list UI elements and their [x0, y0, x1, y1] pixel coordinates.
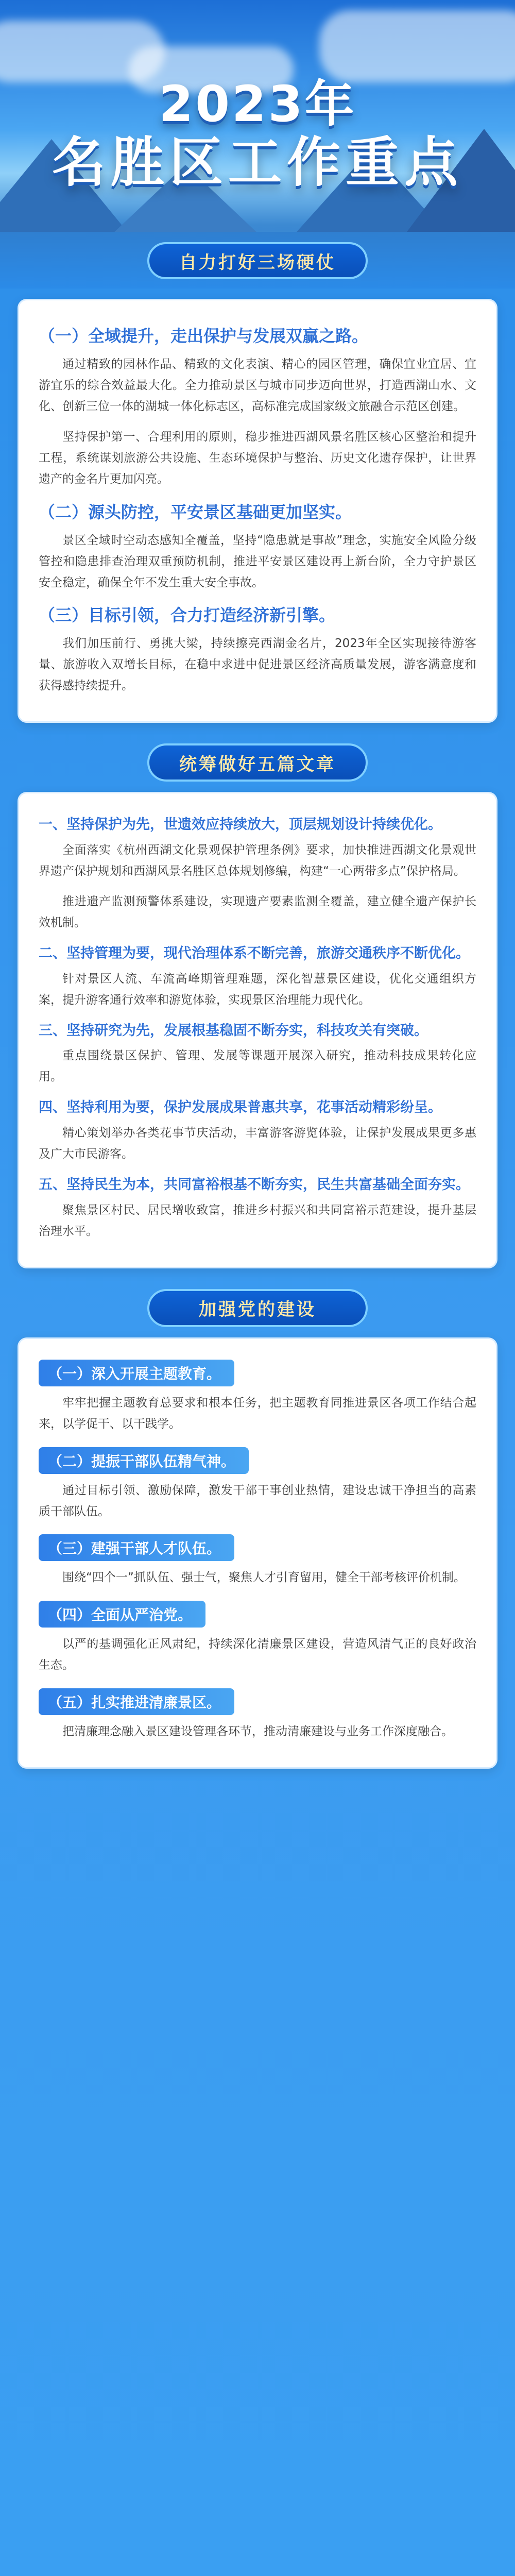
section3-pill: 加强党的建设: [147, 1289, 368, 1327]
section3-block1-p0: 通过目标引领、激励保障，激发干部干事创业热情，建设忠诚干净担当的高素质干部队伍。: [39, 1483, 476, 1518]
section1-block0-head: （一）全域提升，走出保护与发展双赢之路。: [39, 326, 369, 346]
hero-title: [0, 77, 515, 193]
section1-block1-p0: 景区全域时空动态感知全覆盖，坚持“隐患就是事故”理念，实施安全风险分级管控和隐患排查治理双重预防机制，推进平安景区建设再上新台阶，全力守护景区安全稳定，确保全年不发生重大安全事故。: [39, 533, 476, 589]
hero-banner: [0, 0, 515, 289]
section2-block3-p0: 精心策划举办各类花事节庆活动，丰富游客游览体验，让保护发展成果更多惠及广大市民游客。: [39, 1126, 476, 1161]
cloud-decoration: [319, 10, 515, 82]
section2-block4-p0: 聚焦景区村民、居民增收致富，推进乡村振兴和共同富裕示范建设，提升基层治理水平。: [39, 1203, 476, 1238]
section2-block1-p0: 针对景区人流、车流高峰期管理难题，深化智慧景区建设，优化交通组织方案，提升游客通行效率和游览体验，实现景区治理能力现代化。: [39, 972, 476, 1007]
section2-block3-head: 四、坚持利用为要，保护发展成果普惠共享，花事活动精彩纷呈。: [39, 1099, 442, 1116]
section3-block2-head: （三）建强干部人才队伍。: [39, 1534, 234, 1561]
section3-block4-head: （五）扎实推进清廉景区。: [39, 1688, 234, 1715]
section3-block0-p0: 牢牢把握主题教育总要求和根本任务，把主题教育同推进景区各项工作结合起来，以学促干、以干践学。: [39, 1396, 476, 1431]
section1-block0-p0: 通过精致的园林作品、精致的文化表演、精心的园区管理，确保宜业宜居、宜游宜乐的综合效益最大化。全力推动景区与城市同步迈向世界，打造西湖山水、文化、创新三位一体的湖城一体化标志区，高标准完成国家级文旅融合示范区创建。: [39, 358, 476, 413]
section3-card: [18, 1337, 497, 1769]
hero-name: 名胜区工作重点: [52, 130, 463, 194]
section2-pill: 统筹做好五篇文章: [147, 743, 368, 782]
section3-block3-p0: 以严的基调强化正风肃纪，持续深化清廉景区建设，营造风清气正的良好政治生态。: [39, 1637, 476, 1672]
section1-block2-p0: 我们加压前行、勇挑大梁，持续擦亮西湖金名片，2023年全区实现接待游客量、旅游收入双增长目标，在稳中求进中促进景区经济高质量发展，游客满意度和获得感持续提升。: [39, 637, 476, 693]
section3-block0-head: （一）深入开展主题教育。: [39, 1360, 234, 1386]
section1-pill: 自力打好三场硬仗: [147, 242, 368, 279]
section1-block1-head: （二）源头防控，平安景区基础更加坚实。: [39, 502, 352, 522]
footer-strip: [0, 1769, 515, 1789]
section2-block2-p0: 重点围绕景区保护、管理、发展等课题开展深入研究，推动科技成果转化应用。: [39, 1049, 476, 1084]
section2-block2-head: 三、坚持研究为先，发展根基稳固不断夯实，科技攻关有突破。: [39, 1022, 428, 1039]
section3-block4-p0: 把清廉理念融入景区建设管理各环节，推动清廉建设与业务工作深度融合。: [62, 1725, 453, 1739]
section2-block0-p0: 全面落实《杭州西湖文化景观保护管理条例》要求，加快推进西湖文化景观世界遗产保护规划和西湖风景名胜区总体规划修编，构建“一心两带多点”保护格局。: [39, 843, 476, 878]
section1-block2-head: （三）目标引领，合力打造经济新引擎。: [39, 605, 336, 625]
section2-block0-head: 一、坚持保护为先，世遗效应持续放大，顶层规划设计持续优化。: [39, 817, 442, 833]
hero-year: 2023年: [159, 75, 356, 133]
section3-block3-head: （四）全面从严治党。: [39, 1601, 205, 1628]
section3-block1-head: （二）提振干部队伍精气神。: [39, 1447, 249, 1474]
section2-card: [18, 792, 497, 1268]
section3-block2-p0: 围绕“四个一”抓队伍、强士气，聚焦人才引育留用，健全干部考核评价机制。: [62, 1571, 466, 1585]
section2-block1-head: 二、坚持管理为要，现代治理体系不断完善，旅游交通秩序不断优化。: [39, 945, 470, 961]
section1-card: [18, 299, 497, 723]
section2-block4-head: 五、坚持民生为本，共同富裕根基不断夯实，民生共富基础全面夯实。: [39, 1177, 470, 1193]
section2-block0-p1: 推进遗产监测预警体系建设，实现遗产要素监测全覆盖，建立健全遗产保护长效机制。: [39, 894, 476, 929]
section1-block0-p1: 坚持保护第一、合理利用的原则，稳步推进西湖风景名胜区核心区整治和提升工程，系统谋划旅游公共设施、生态环境保护与整治、历史文化遗存保护，让世界遗产的金名片更加闪亮。: [39, 430, 476, 486]
